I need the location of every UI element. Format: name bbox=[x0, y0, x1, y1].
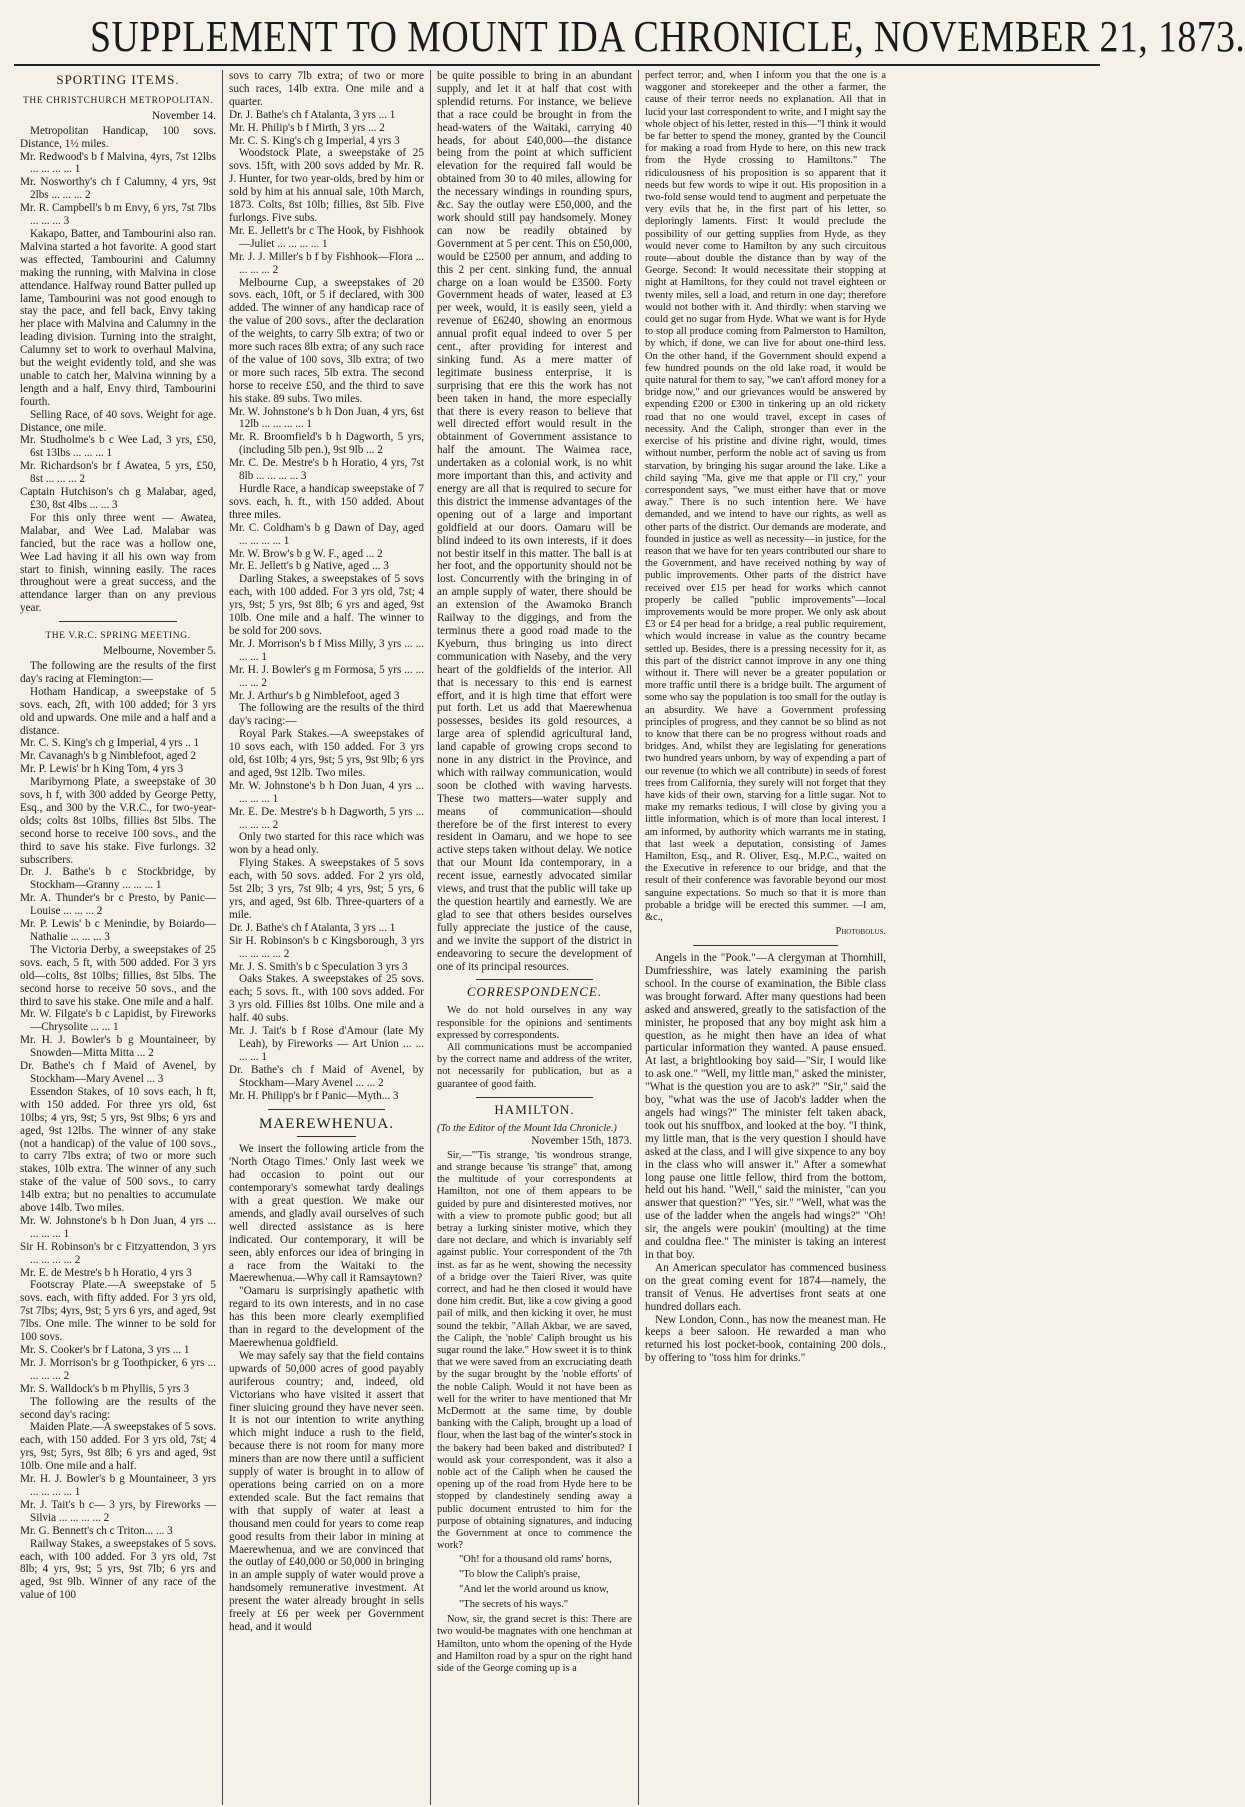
race-result: Mr. C. S. King's ch g Imperial, 4 yrs .. 1 bbox=[20, 737, 200, 750]
dateline: November 14. bbox=[151, 109, 216, 122]
paragraph: Hurdle Race, a handicap sweepstake of 7 sovs. each, h. ft., with 150 added. About three miles. bbox=[229, 483, 424, 521]
masthead: SUPPLEMENT TO MOUNT IDA CHRONICLE, NOVEMBER 21, 1873. bbox=[90, 12, 1245, 61]
verse-line: "And let the world around us know, bbox=[459, 1584, 609, 1596]
race-result: Captain Hutchison's ch g Malabar, aged, £30, 8st 4lbs ... ... 3 bbox=[20, 486, 216, 511]
race-result: Mr. H. J. Bowler's g m Formosa, 5 yrs ... ... ... ... 2 bbox=[229, 663, 424, 689]
sporting-items-heading: SPORTING ITEMS. bbox=[56, 72, 180, 87]
verse-line: "To blow the Caliph's praise, bbox=[459, 1569, 581, 1581]
race-result: Mr. J. Morrison's br g Toothpicker, 6 yrs ... ... ... ... 2 bbox=[20, 1356, 216, 1382]
editor-note: (To the Editor of the Mount Ida Chronicle.) bbox=[437, 1122, 617, 1134]
race-result: Mr. C. S. King's ch g Imperial, 4 yrs 3 bbox=[229, 134, 400, 147]
race-result: Mr. Redwood's b f Malvina, 4yrs, 7st 12lbs ... ... ... ... 1 bbox=[20, 150, 216, 176]
verse-line: "Oh! for a thousand old rams' horns, bbox=[459, 1554, 612, 1566]
race-result: Mr. E. Jellett's b g Native, aged ... 3 bbox=[229, 560, 389, 573]
race-result: Mr. J. Tait's b c— 3 yrs, by Fireworks —Silvia ... ... ... ... 2 bbox=[20, 1498, 216, 1524]
race-result: Dr. Bathe's ch f Maid of Avenel, by Stockham—Mary Avenel ... 3 bbox=[20, 1060, 216, 1085]
paragraph: We do not hold ourselves in any way responsible for the opinions and sentiments expressed by correspondents. bbox=[437, 1005, 632, 1041]
maerewhenua-heading: MAEREWHENUA. bbox=[259, 1115, 394, 1132]
race-result: Mr. P. Lewis' br h King Tom, 4 yrs 3 bbox=[20, 763, 184, 776]
paragraph: The following are the results of the first day's racing at Flemington:— bbox=[20, 659, 216, 685]
paragraph: sovs to carry 7lb extra; of two or more such races, 14lb extra. One mile and a quarter. bbox=[229, 70, 424, 108]
hamilton-heading: HAMILTON. bbox=[494, 1101, 575, 1117]
race-result: Mr. R. Broomfield's b h Dagworth, 5 yrs, (including 5lb pen.), 9st 9lb ... 2 bbox=[229, 431, 424, 457]
race-result: Mr. J. Tait's b f Rose d'Amour (late My Leah), by Fireworks — Art Union ... ... ... ... 1 bbox=[229, 1025, 424, 1063]
race-result: Mr. G. Bennett's ch c Triton... ... 3 bbox=[20, 1524, 173, 1537]
vrc-subheading: THE V.R.C. SPRING MEETING. bbox=[45, 631, 191, 642]
race-result: Mr. W. Brow's b g W. F., aged ... 2 bbox=[229, 547, 383, 560]
race-result: Mr. R. Campbell's b m Envy, 6 yrs, 7st 7lbs ... ... ... 3 bbox=[20, 202, 216, 228]
christchurch-subheading: THE CHRISTCHURCH METROPOLITAN. bbox=[22, 95, 214, 106]
race-result: Mr. C. De. Mestre's b h Horatio, 4 yrs, 7st 8lb ... ... ... ... 3 bbox=[229, 457, 424, 483]
race-result: Mr. H. Philipp's br f Panic—Myth... 3 bbox=[229, 1089, 399, 1102]
dateline: November 15th, 1873. bbox=[531, 1134, 632, 1147]
race-result: Mr. E. Jellett's br c The Hook, by Fishhook—Juliet ... ... ... ... 1 bbox=[229, 224, 424, 250]
race-result: Mr. W. Johnstone's b h Don Juan, 4 yrs ... ... ... ... 1 bbox=[229, 779, 424, 805]
paragraph: Now, sir, the grand secret is this: There are two would-be magnates with one henchman at Hamilton, unto whom the opening of the Hyde and Hamilton road by a spur on the right hand side of the George coming up is a bbox=[437, 1614, 632, 1674]
race-result: Mr. J. J. Miller's b f by Fishhook—Flora ... ... ... ... 2 bbox=[229, 250, 424, 276]
race-result: Mr. H. J. Bowler's b g Mountaineer, by Snowden—Mitta Mitta ... 2 bbox=[20, 1034, 216, 1060]
paragraph: The Victoria Derby, a sweepstakes of 25 sovs. each, 5 ft, with 500 added. For 3 yrs old—colts, 8st 10lbs; fillies, 8st 5lbs. The second horse to receive 50 sovs., and the third to save his stake. One mile and a half. bbox=[20, 943, 216, 1008]
race-result: Sir H. Robinson's b c Kingsborough, 3 yrs ... ... ... ... 2 bbox=[229, 934, 424, 960]
column-3 bbox=[430, 70, 638, 1805]
dateline: Melbourne, November 5. bbox=[102, 645, 216, 658]
section-divider bbox=[476, 1097, 593, 1098]
paragraph: Hotham Handicap, a sweepstake of 5 sovs. each, 2ft, with 100 added; for 3 yrs old and upwards. One mile and a half and a distance. bbox=[20, 685, 216, 737]
paragraph: The following are the results of the third day's racing:— bbox=[229, 702, 424, 728]
section-divider bbox=[59, 621, 177, 622]
paragraph: Flying Stakes. A sweepstakes of 5 sovs each, with 50 sovs. added. For 2 yrs old, 5st 2lb; 3 yrs, 7st 9lb; 4 yrs, 9st; 5 yrs, 6 yrs, and aged, 9st 6lb. Three-quarters of a mile. bbox=[229, 857, 424, 921]
paragraph: We insert the following article from the 'North Otago Times.' Only last week we had occasion to point out our contemporary's somewhat tardy dealings with a great question. We make our amends, and gladly avail ourselves of such well directed assistance as is here indicated. Our contemporary, it will be seen, ably enforces our idea of bringing in a race from the Waitaki to the Maerewhenua.—Why call it Ramsaytown? bbox=[229, 1143, 424, 1285]
race-result: Mr. P. Lewis' b c Menindie, by Boiardo—Nathalie ... ... ... 3 bbox=[20, 918, 216, 943]
paragraph: Only two started for this race which was won by a head only. bbox=[229, 831, 424, 857]
correspondence-heading: CORRESPONDENCE. bbox=[466, 984, 603, 1000]
section-divider bbox=[268, 1109, 385, 1110]
paragraph: The following are the results of the second day's racing: bbox=[20, 1395, 216, 1421]
paragraph: An American speculator has commenced business on the great coming event for 1874—namely, the transit of Venus. He advertises front seats at one hundred dollars each. bbox=[645, 1261, 886, 1313]
race-result: Mr. J. Morrison's b f Miss Milly, 3 yrs ... ... ... ... 1 bbox=[229, 637, 424, 663]
paragraph: We may safely say that the field contains upwards of 50,000 acres of good payably auriferous country; and, indeed, old Victorians who have visited it assert that finer sluicing ground they have never seen. It is not our intention to write anything which might induce a rush to the field, because there is not room for many more miners than are now there until a sufficient supply of water is brought in to allow of operations being carried on on a more extended scale. But the fact remains that with that supply of water at least a thousand men could for years to come reap good results from their labor in mining at Maerewhenua, and we are convinced that the outlay of £40,000 or 50,000 in bringing in an ample supply of water would prove a handsomely remunerative investment. At present the water already brought in sells freely at £6 per week per Government head, and it would bbox=[229, 1349, 424, 1633]
paragraph: perfect terror; and, when I inform you that the one is a waggoner and storekeeper and the other a farmer, the cause of their terror needs no explanation. All that in lucid your last correspondent to write, and I might say the whole object of his letter, rested in this—"I think it would be far better to spend the money, granted by the Council for making a road from Hyde to here, on this new track from the Hyde crossing to Hamiltons." The ridiculousness of his proposition is so apparent that it needs but few words to wipe it out. His proposition in a two-fold sense would tend to augment and perpetuate the very evils that he, in the first part of his letter, so deploringly laments. First: It would preclude the possibility of our getting supplies from Hyde, as they would never come to Hamilton by any such circuitous route—about double the distance than by way of the George. Second: It would necessitate their stopping at night at Hamiltons, for they could not travel eighteen or twenty miles, sell a load, and return in one day; therefore would not bother with it. And thirdly: when starving we could get no sugar from Hyde. What we want is for Hyde to stop all produce coming from Palmerston to Hamilton, by which, if done, we can live for about one-third less. On the other hand, if the Government should expend a few hundred pounds on the old lake road, it would be quite natural for them to say, "we can't afford money for a bridge now," and our grievances would be answered by expending £200 or £300 in tinkering up an old rickety road that no one would travel, except in cases of necessity. And the Caliph, stronger than ever in the exercise of his pristine and divine right, would, times without number, perform the noble act of saving us from starvation, by bringing his sugar around the lake. Like a child saying "Ma, give me that apple or I'll cry," your correspondent says, "we must either have that or move away." There is no such intention here. We have demanded, and we intend to have our rights, as well as other parts of the district. Our demands are moderate, and founded in justice as well as necessity—in justice, for the reason that we have for ten years contributed our share to the Government, and have received nothing by way of public improvements. Other parts of the district have received over £15 per head for works which cannot properly be called "public improvements"—local improvements would be more proper. We only ask about £3 or £4 per head for a bridge, a real public requirement, which would increase in value as the country became settled up. Besides, there is a pressing necessity for it, as this part of the district cannot improve in any one thing without it. There will never be a greater population or more traffic until there is a bridge built. The argument of some who say the population is too small for the outlay is an absurdity. We have a Government professing principles of progress, and they cannot be so blind as not to know that there can be no progress without roads and bridges. And, whilst they are legislating for generations two hundred years unborn, by way of expending a part of our revenue (to which we all contribute) in seeds of forest trees from California, they surely will not forget that they have kids of their own, starving for a little sugar. Not to make my remarks tedious, I will close by giving you a little information, which is of more than local interest. I am informed, by authority which warrants me in stating, that last week a deputation, consisting of James Hamilton, Esq., and R. Oliver, Esq., M.P.C., waited on the Executive in reference to our bridge, and that the result of their conference was favorable beyond our most sanguine expectations. So much so that it is more than probable a bridge will be erected this summer. —I am, &c., bbox=[645, 70, 886, 924]
race-result: Mr. W. Filgate's b c Lapidist, by Fireworks—Chrysolite ... ... 1 bbox=[20, 1008, 216, 1034]
race-result: Dr. J. Bathe's ch f Atalanta, 3 yrs ... 1 bbox=[229, 921, 396, 934]
paragraph: Railway Stakes, a sweepstakes of 5 sovs. each, with 100 added. For 3 yrs old, 7st 8lb; 4 yrs, 9st; 5 yrs, 9st 7lb; 6 yrs and aged, 9st 9lb. Winner of any race of the value of 100 bbox=[20, 1537, 216, 1602]
paragraph: Maribyrnong Plate, a sweepstake of 30 sovs, h f, with 300 added by George Petty, Esq., and 300 by the V.R.C., for two-year-olds; colts 8st 10lbs, fillies 8st 5lbs. The second horse to receive 100 sovs., and the third to save his stake. Five furlongs. 32 subscribers. bbox=[20, 776, 216, 866]
paragraph: be quite possible to bring in an abundant supply, and let it at half that cost with splendid returns. For instance, we believe that a race could be brought in from the head-waters of the Waitaki, carrying 40 heads, for about £40,000—the distance being from the point at which sufficient elevation for the required fall would be obtained from 30 to 40 miles, allowing for the necessary windings in rounding spurs, &c. Say the outlay were £50,000, and the work should still pay handsomely. Money can now be readily obtained by Government at 5 per cent. This on £50,000, would be £2500 per annum, and adding to this 2 per cent. sinking fund, the annual charge on a loan would be £3500. Forty Government heads of water, leased at £3 per week, would, it is easily seen, yield a revenue of £6240, showing an enormous annual profit equal indeed to over 5 per cent., after providing for interest and sinking fund. As a mere matter of legitimate business enterprise, it is surprising that ere this the work has not been taken in hand, the more especially that there is every reason to believe that well directed effort would result in the obtainment of Government assistance to half the amount. The Waimea race, undertaken as a colonial work, is no whit more important than this, and activity and energy are all that is required to secure for this district the immense advantages of the opening out of a large and important goldfield at our doors. Oamaru will be blind indeed to its own interests, if it does not bestir itself in this matter. The ball is at her foot, and the opportunity should not be lost. Concurrently with the bringing in of an ample supply of water, there should be an extension of the Awamoko Branch Railway to the diggings, and from the terminus there a good road made to the Kyeburn, thus bringing us into direct communication with Naseby, and the very heart of the goldfields of the interior. All that is necessary to this end is earnest effort, and it is high time that effort were put forth. Let us add that Maerewhenua possesses, besides its gold resources, a large area of splendid agricultural land, land capable of growing crops second to none in any district in the Province, and which with railway communication, would soon be clothed with waving harvests. These two matters—water supply and means of communication—should therefore be of the first interest to every resident in Oamaru, and we hope to see active steps taken without delay. We notice that our Mount Ida contemporary, in a recent issue, earnestly advocated similar views, and trust that the public will take up the question heartily and earnestly. We are glad to see that others besides ourselves fully appreciate the justice of the cause, and we invite the support of the district in endeavoring to secure the development of one of its principal resources. bbox=[437, 70, 632, 973]
race-result: Mr. H. J. Bowler's b g Mountaineer, 3 yrs ... ... ... ... 1 bbox=[20, 1473, 216, 1498]
paragraph: Footscray Plate.—A sweepstake of 5 sovs. each, with fifty added. For 3 yrs old, 7st 7lbs; 4yrs, 9st; 5 yrs 6 yrs, and aged, 9st 7lbs. One mile. The winner to be sold for 100 sovs. bbox=[20, 1279, 216, 1344]
race-result: Mr. H. Philip's b f Mirth, 3 yrs ... 2 bbox=[229, 121, 385, 134]
race-result: Mr. A. Thunder's br c Presto, by Panic—Louise ... ... ... 2 bbox=[20, 892, 216, 918]
section-divider bbox=[693, 945, 838, 946]
column-1 bbox=[14, 70, 222, 1805]
race-result: Mr. S. Walldock's b m Phyllis, 5 yrs 3 bbox=[20, 1382, 190, 1395]
race-result: Dr. Bathe's ch f Maid of Avenel, by Stockham—Mary Avenel ... ... 2 bbox=[229, 1063, 424, 1089]
race-result: Mr. J. S. Smith's b c Speculation 3 yrs 3 bbox=[229, 960, 408, 973]
masthead-rule bbox=[14, 64, 1100, 66]
paragraph: Sir,—"'Tis strange, 'tis wondrous strange, and strange because 'tis strange" that, among the multitude of your correspondents at Hamilton, not one of them appears to be guided by pure and disinterested motives, nor with a view to promote public good; but all betray a lurking sinister motive, which they dare not declare, and which is invariably self against public. Your correspondent of the 7th inst. as far as he went, showing the necessity of a bridge over the Taieri River, was quite correct, and had he then closed it would have done him credit. But, like a cow giving a good pail of milk, and then kicking it over, he must sound the tekbir, "Allah Akbar, we are saved, the Caliph, the 'noble' Caliph brought us his sugar round the lake." How sweet it is to think that we were saved from an excruciating death by the sugar brought by the 'noble efforts' of the noble Caliph. Would it not have been as well for the writer to have mentioned that Mr McDermott at the same time, by double banking with the Caliph, brought up a load of flour, when the last bag of the winter's stock in the bakery had been baked and distributed? I would ask your correspondent, was it also a noble act of the Caliph when he caused the opening up of the road from Hyde here to be stopped by clandestinely sending away a public document entrusted to him for the purpose of obtaining signatures, and inducing the Government at once to commence the work? bbox=[437, 1149, 632, 1552]
race-result: Mr. S. Cooker's br f Latona, 3 yrs ... 1 bbox=[20, 1344, 190, 1356]
paragraph: "Oamaru is surprisingly apathetic with regard to its own interests, and in no case has this been more clearly exemplified than in regard to the development of the Maerewhenua goldfield. bbox=[229, 1285, 424, 1349]
race-result: Mr. W. Johnstone's b h Don Juan, 4 yrs, 6st 12lb ... ... ... ... 1 bbox=[229, 405, 424, 431]
race-result: Mr. J. Arthur's b g Nimblefoot, aged 3 bbox=[229, 689, 400, 702]
race-result: Mr. Studholme's b c Wee Lad, 3 yrs, £50, 6st 13lbs ... ... ... 1 bbox=[20, 434, 216, 460]
race-result: Dr. J. Bathe's ch f Atalanta, 3 yrs ... 1 bbox=[229, 108, 396, 121]
paragraph: Kakapo, Batter, and Tambourini also ran. Malvina started a hot favorite. A good start was effected, Tambourini and Calumny making the running, with Malvina in close attendance. Halfway round Batter pulled up lame, Tambourini was not good enough to stay the pace, and fell back, Envy taking her place with Malvina and Calumny in the leading division. Turning into the straight, Calumny set to work to overhaul Malvina, but the weight evidently told, and she was unable to catch her, Malvina winning by a length and a half, Envy third, Tambourini fourth. bbox=[20, 227, 216, 408]
paragraph: Angels in the "Pook."—A clergyman at Thornhill, Dumfriesshire, was lately examining the parish school. In the course of examination, the Bible class was brought forward. After many questions had been asked and answered, greatly to the satisfaction of the minister, he proposed that any boy might ask him a question, as he might then have an idea of what particular information they wanted. A pause ensued. At last, a brightlooking boy said—"Sir, I would like to ask one." "Well, my little man," asked the minister, "What is the question you are to ask?" "Sir," said the boy, "what was the use of Jacob's ladder when the angels had wings?" The minister felt taken aback, took out his snuffbox, and looked at the boy. "I think, my little man, that is the very question I should have asked at the class, and I will give sixpence to any boy in the class who will answer it." After a somewhat long pause one little fellow, third from the bottom, held out his hand. "Well," said the minister, "can you answer that question?" "Yes, sir." "Well, what was the use of the ladder when the angels had wings?" "Oh! sir, the angels were poukin' (moulting) at the time and couldna flee." The minister is taking an interest in that boy. bbox=[645, 952, 886, 1261]
section-divider bbox=[476, 979, 593, 980]
race-result: Mr. E. De. Mestre's b h Dagworth, 5 yrs ... ... ... ... 2 bbox=[229, 805, 424, 831]
column-2 bbox=[222, 70, 430, 1805]
verse-line: "The secrets of his ways." bbox=[459, 1599, 569, 1611]
race-result: Sir H. Robinson's br c Fitzyattendon, 3 yrs ... ... ... ... 2 bbox=[20, 1240, 216, 1266]
paragraph: Maiden Plate.—A sweepstakes of 5 sovs. each, with 150 added. For 3 yrs old, 7st; 4 yrs, 9st; 5yrs, 9st 8lb; 6 yrs and aged, 9st 10lb. One mile and a half. bbox=[20, 1421, 216, 1473]
paragraph: New London, Conn., has now the meanest man. He keeps a beer saloon. He rewarded a man who returned his lost pocket-book, containing 200 dols., by offering to "toss him for drinks." bbox=[645, 1313, 886, 1365]
columns bbox=[14, 70, 1100, 1805]
race-result: Dr. J. Bathe's b c Stockbridge, by Stockham—Granny ... ... ... 1 bbox=[20, 866, 216, 892]
paragraph: Royal Park Stakes.—A sweepstakes of 10 sovs each, with 150 added. For 3 yrs old, 6st 10lb; 4 yrs, 9st; 5 yrs, 9st 9lb; 6 yrs and aged, 9st 12lb. Two miles. bbox=[229, 728, 424, 779]
race-result: Mr. Cavanagh's b g Nimblefoot, aged 2 bbox=[20, 750, 197, 763]
paragraph: Oaks Stakes. A sweepstakes of 25 sovs. each; 5 sovs. ft., with 100 sovs added. For 3 yrs old. Fillies 8st 10lbs. One mile and a half. 40 subs. bbox=[229, 973, 424, 1025]
column-4 bbox=[638, 70, 892, 1805]
paragraph: Melbourne Cup, a sweepstakes of 20 sovs. each, 10ft, or 5 if declared, with 300 added. The winner of any handicap race of the value of 200 sovs., after the declaration of the weights, to carry 5lb extra; of two or more such races 8lb extra; of any such race of the value of 100 sovs, 3lb extra; of two or more such races, 5lb extra. The second horse to receive £50, and the third to save his stake. 89 subs. Two miles. bbox=[229, 276, 424, 405]
race-result: Mr. E. de Mestre's b h Horatio, 4 yrs 3 bbox=[20, 1266, 192, 1279]
paragraph: Darling Stakes, a sweepstakes of 5 sovs each, with 100 added. For 3 yrs old, 7st; 4 yrs, 9st; 5 yrs, 9st 8lb; 6 yrs and aged, 9st 10lb. One mile and a half. The winner to be sold for 200 sovs. bbox=[229, 573, 424, 637]
paragraph: For this only three went — Awatea, Malabar, and Wee Lad. Malabar was fancied, but the race was a hollow one, Wee Lad having it all his own way from start to finish, winning easily. The races throughout were a great success, and the attendance larger than on any previous year. bbox=[20, 511, 216, 615]
paragraph: Essendon Stakes, of 10 sovs each, h ft, with 150 added. For three yrs old, 6st 10lbs; 4 yrs, 9st; 5 yrs, 9st 9lbs; 6 yrs and aged, 9st 12lbs. The winner of any stake (not a handicap) of the value of 100 sovs., to carry 7lbs extra; of two or more such stakes, 10lb extra. The winner of any such stake of the value of 500 sovs., to carry 14lb extra; but no penalties to accumulate above 14lb. Two miles. bbox=[20, 1085, 216, 1215]
paragraph: All communications must be accompanied by the correct name and address of the writer, not necessarily for publication, but as a guarantee of good faith. bbox=[437, 1041, 632, 1090]
paragraph: Metropolitan Handicap, 100 sovs. Distance, 1½ miles. bbox=[20, 124, 216, 150]
race-result: Mr. Richardson's br f Awatea, 5 yrs, £50, 8st ... ... ... 2 bbox=[20, 460, 216, 486]
paragraph: Woodstock Plate, a sweepstake of 25 sovs. 15ft, with 200 sovs added by Mr. R. J. Hunter, for two year-olds, bred by him or sold by him at his annual sale, 10th March, 1873. Colts, 8st 10lb; fillies, 8st 5lb. Five furlongs. Five subs. bbox=[229, 147, 424, 224]
race-result: Mr. W. Johnstone's b h Don Juan, 4 yrs ... ... ... ... 1 bbox=[20, 1214, 216, 1240]
signature: Photobolus. bbox=[835, 926, 886, 938]
race-result: Mr. Nosworthy's ch f Calumny, 4 yrs, 9st 2lbs ... ... ... 2 bbox=[20, 176, 216, 202]
section-divider bbox=[297, 1136, 356, 1137]
paragraph: Selling Race, of 40 sovs. Weight for age. Distance, one mile. bbox=[20, 408, 216, 434]
race-result: Mr. C. Coldham's b g Dawn of Day, aged ... ... ... ... 1 bbox=[229, 521, 424, 547]
